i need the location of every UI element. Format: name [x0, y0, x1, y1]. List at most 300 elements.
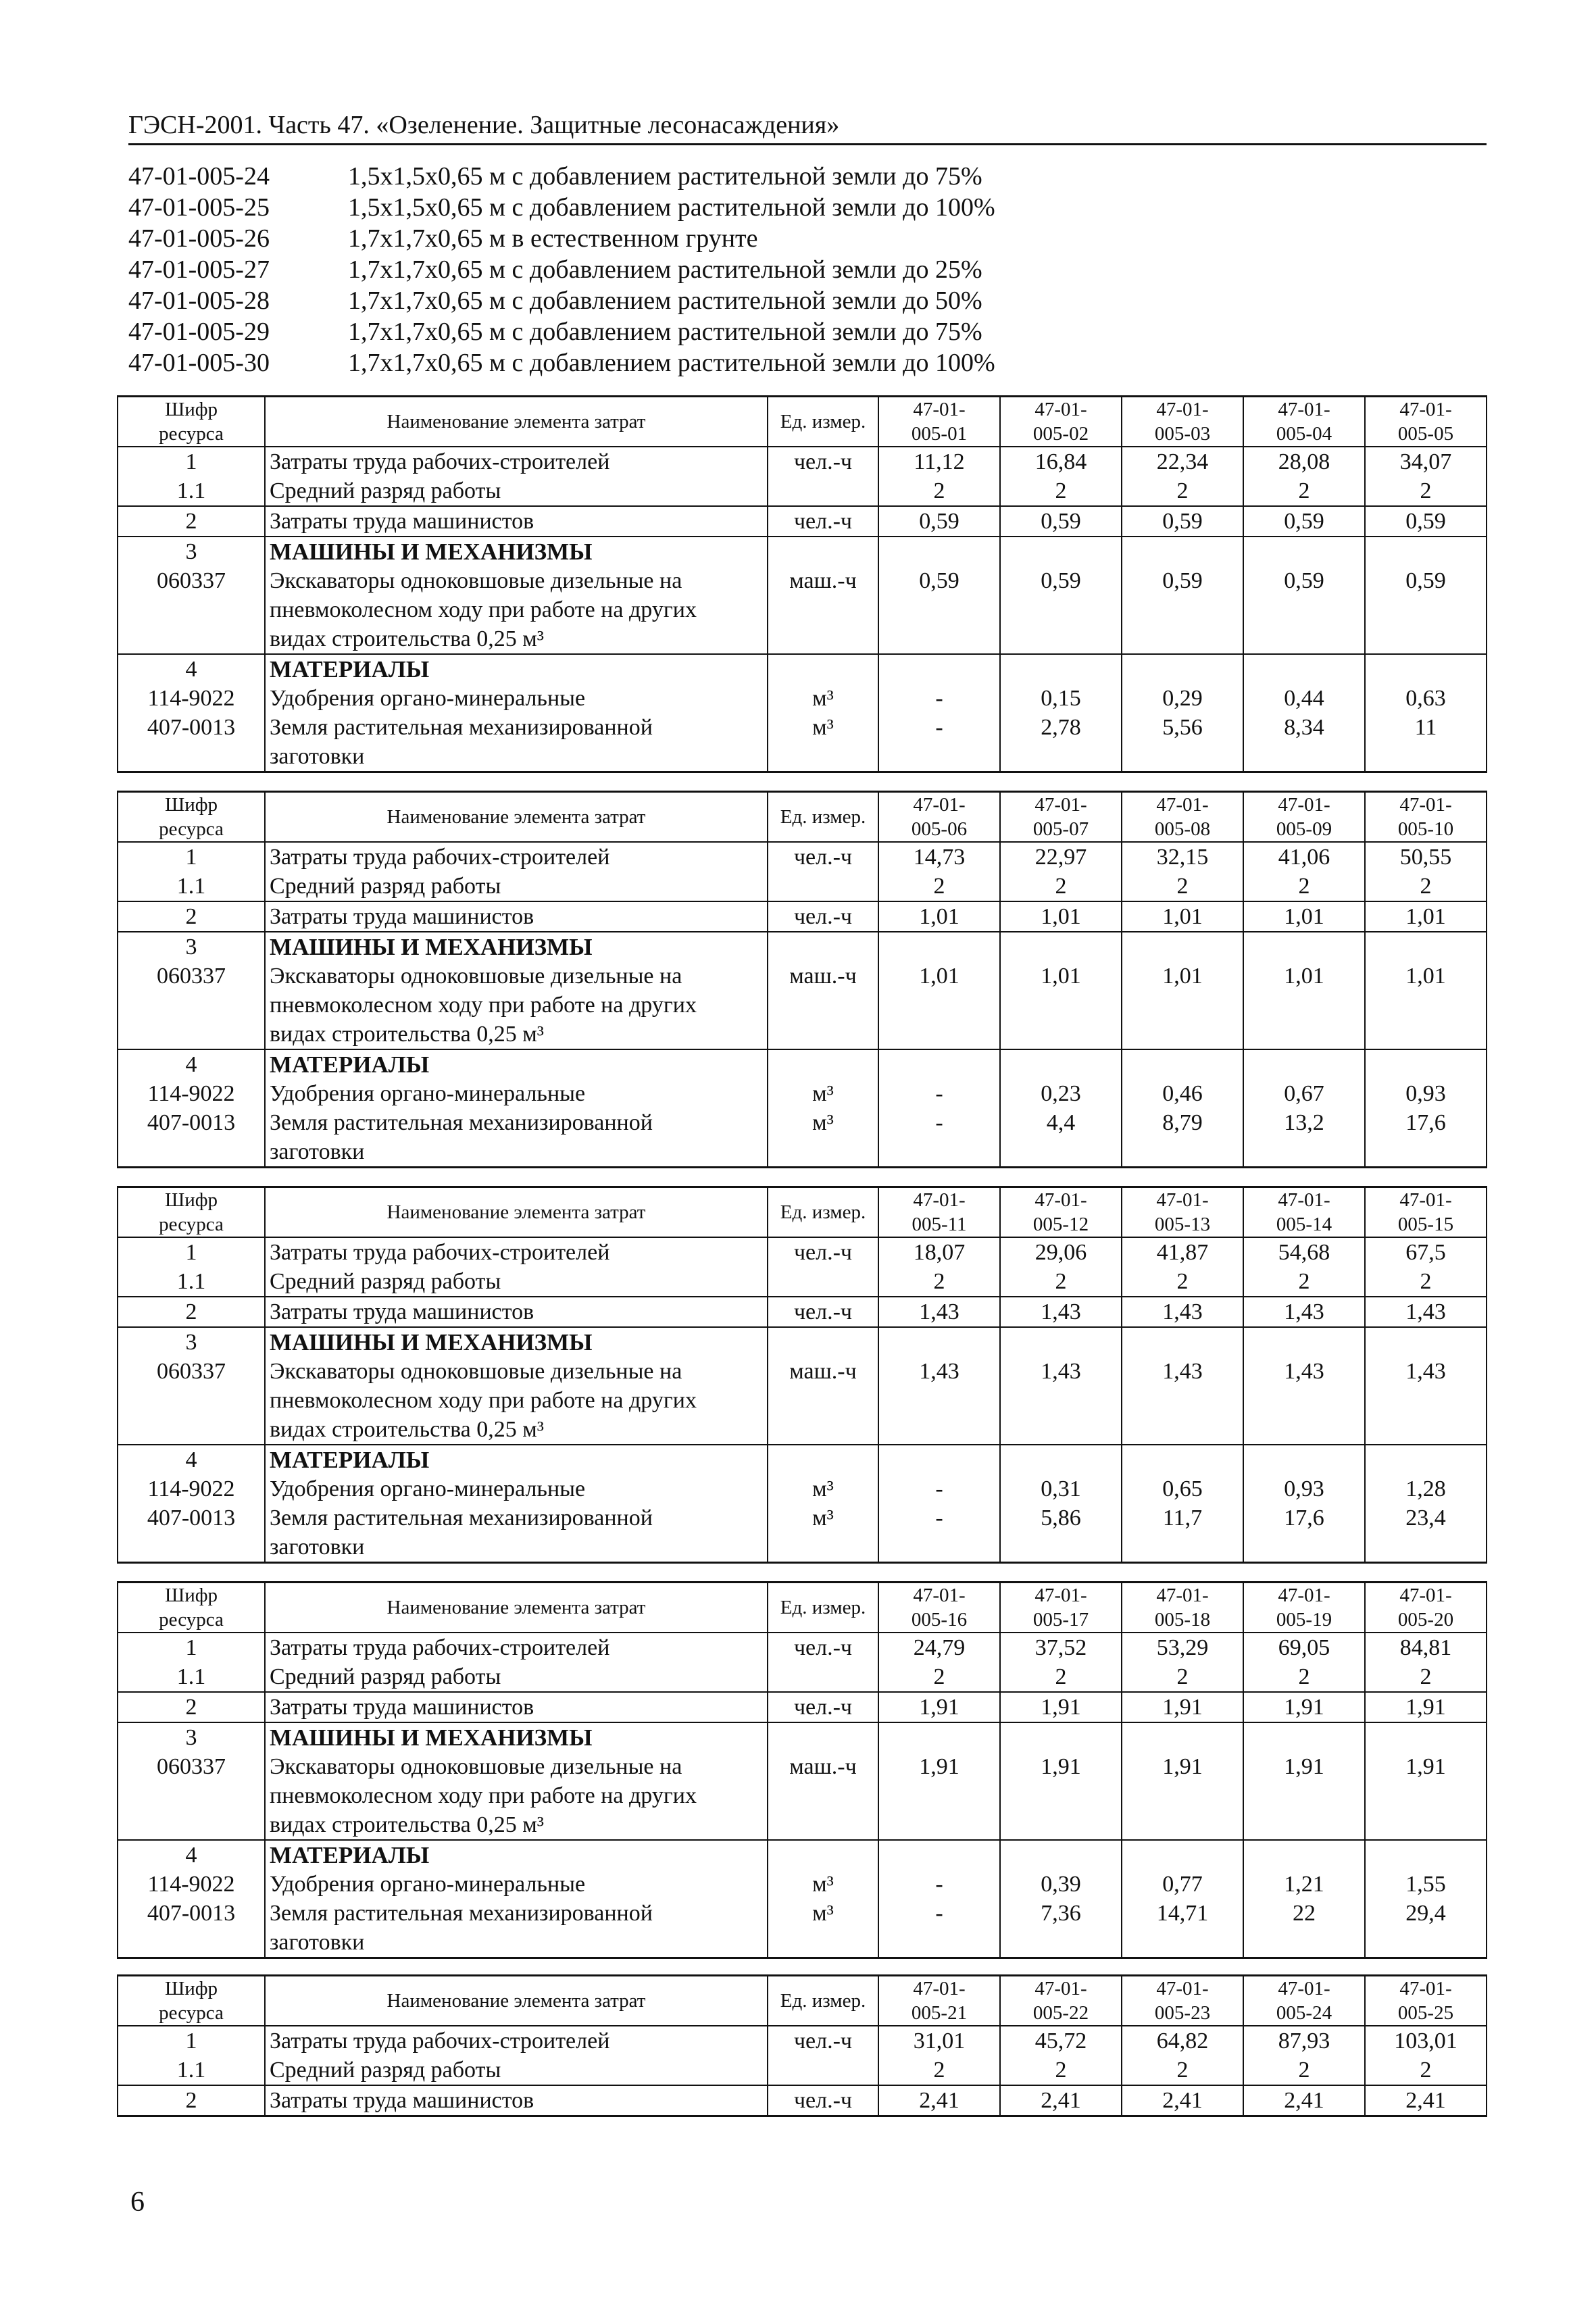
unit-header: Ед. измер. [768, 1187, 878, 1238]
norm-value [1000, 1840, 1122, 1870]
norm-value: 0,77 [1122, 1870, 1243, 1899]
norm-value [878, 1049, 1000, 1079]
norm-code-line: 47-01- [913, 1189, 966, 1211]
norm-value: 22,97 [1000, 842, 1122, 872]
norm-value: 13,2 [1243, 1108, 1365, 1137]
code-number: 47-01-005-24 [128, 162, 270, 191]
table-row [118, 506, 1487, 537]
norm-code-line: 005-16 [911, 1609, 968, 1631]
table-header-row [118, 792, 1487, 843]
resource-code: 1 [118, 842, 265, 872]
unit [768, 932, 878, 962]
unit-header: Ед. измер. [768, 397, 878, 447]
norm-value: 29,06 [1000, 1237, 1122, 1267]
resource-norm-table [117, 1581, 1487, 1959]
unit: м³ [768, 1899, 878, 1928]
norm-code-line: 47-01- [1278, 794, 1330, 816]
norm-value: - [878, 1474, 1000, 1503]
resource-code-header [118, 397, 265, 447]
table-row [118, 1899, 1487, 1928]
cost-element-name: видах строительства 0,25 м³ [265, 1020, 768, 1049]
resource-code: 2 [118, 2085, 265, 2116]
norm-value [1243, 1415, 1365, 1445]
norm-value [1122, 742, 1243, 772]
norm-value: 2 [1365, 2056, 1487, 2085]
norm-value [1000, 1781, 1122, 1810]
norm-value [1000, 1533, 1122, 1563]
table-row [118, 1267, 1487, 1297]
unit [768, 991, 878, 1020]
norm-code-line: 47-01- [1399, 794, 1452, 816]
norm-value [1122, 595, 1243, 624]
code-description: 1,7x1,7x0,65 м с добавлением растительной земли до 50% [348, 287, 982, 315]
norm-value [1122, 537, 1243, 566]
norm-value: 7,36 [1000, 1899, 1122, 1928]
norm-value: 1,01 [1000, 962, 1122, 991]
cost-element-name: Земля растительная механизированной [265, 1503, 768, 1533]
code-number: 47-01-005-28 [128, 287, 270, 315]
norm-value [1365, 1840, 1487, 1870]
norm-value: 1,01 [878, 901, 1000, 932]
resource-code: 1.1 [118, 2056, 265, 2085]
norm-code-header [1365, 1976, 1487, 2026]
cost-element-name: Удобрения органо-минеральные [265, 684, 768, 713]
table-row [118, 1692, 1487, 1722]
code-number: 47-01-005-27 [128, 255, 270, 284]
cost-element-name: Затраты труда машинистов [265, 901, 768, 932]
norm-value: 2 [1243, 872, 1365, 901]
table-row [118, 1870, 1487, 1899]
norm-value: 1,91 [1000, 1692, 1122, 1722]
table-row [118, 842, 1487, 872]
norm-value [1000, 1020, 1122, 1049]
norm-value [1122, 1049, 1243, 1079]
cost-element-name: Средний разряд работы [265, 2056, 768, 2085]
norm-code-line: 47-01- [1156, 1978, 1209, 1999]
norm-value: 2,41 [1000, 2085, 1122, 2116]
norm-code-line: 47-01- [1399, 1978, 1452, 1999]
norm-value: 18,07 [878, 1237, 1000, 1267]
resource-code-header [118, 1187, 265, 1238]
norm-value: 2 [1365, 476, 1487, 506]
code-list-item [128, 347, 1480, 378]
unit: чел.-ч [768, 1633, 878, 1662]
unit [768, 1267, 878, 1297]
norm-value [1243, 1722, 1365, 1752]
norm-value [1122, 1928, 1243, 1958]
resource-code: 060337 [118, 566, 265, 595]
norm-value [1122, 1386, 1243, 1415]
norm-value [1365, 595, 1487, 624]
code-list-item [128, 285, 1480, 316]
norm-value: - [878, 1108, 1000, 1137]
norm-value: 2 [1122, 1267, 1243, 1297]
norm-value: 67,5 [1365, 1237, 1487, 1267]
table-row [118, 872, 1487, 901]
norm-value: 2 [1000, 1267, 1122, 1297]
table-row [118, 962, 1487, 991]
norm-value: 1,01 [1365, 962, 1487, 991]
norm-code-line: 005-02 [1032, 423, 1089, 445]
cost-element-name: Средний разряд работы [265, 1662, 768, 1692]
table-row [118, 595, 1487, 624]
unit [768, 2056, 878, 2085]
norm-value: 1,91 [1122, 1752, 1243, 1781]
resource-code: 2 [118, 1297, 265, 1327]
norm-value [1365, 1810, 1487, 1840]
table-row [118, 1297, 1487, 1327]
norm-value: 0,65 [1122, 1474, 1243, 1503]
norm-value: 1,43 [1365, 1357, 1487, 1386]
norm-value [1243, 1781, 1365, 1810]
table-row [118, 654, 1487, 684]
resource-code: 2 [118, 901, 265, 932]
norm-value [1000, 1327, 1122, 1357]
norm-value: 50,55 [1365, 842, 1487, 872]
norm-code-header [1365, 397, 1487, 447]
cost-element-name: Средний разряд работы [265, 476, 768, 506]
norm-value: 1,91 [1365, 1752, 1487, 1781]
norm-value: 0,93 [1365, 1079, 1487, 1108]
norm-code-line: 005-24 [1276, 2002, 1332, 2024]
resource-code: 1.1 [118, 1662, 265, 1692]
norm-value [1122, 1533, 1243, 1563]
code-list-item [128, 161, 1480, 192]
unit: чел.-ч [768, 447, 878, 476]
norm-code-header [1122, 792, 1243, 843]
resource-code [118, 991, 265, 1020]
cost-element-name: заготовки [265, 1137, 768, 1168]
cost-element-name: пневмоколесном ходу при работе на других [265, 595, 768, 624]
norm-value: 2,78 [1000, 713, 1122, 742]
norm-value: 1,43 [878, 1297, 1000, 1327]
norm-value [1122, 1327, 1243, 1357]
norm-code-line: 005-06 [911, 818, 968, 840]
norm-value [1365, 1415, 1487, 1445]
resource-code [118, 1415, 265, 1445]
norm-code-line: 005-03 [1154, 423, 1211, 445]
table-row [118, 901, 1487, 932]
page-number: 6 [130, 2187, 145, 2218]
norm-value: - [878, 713, 1000, 742]
unit [768, 476, 878, 506]
unit [768, 1415, 878, 1445]
norm-value: 2 [1122, 872, 1243, 901]
norm-code-line: 47-01- [913, 1585, 966, 1606]
unit: м³ [768, 1503, 878, 1533]
norm-value: 1,01 [1243, 962, 1365, 991]
unit: чел.-ч [768, 842, 878, 872]
table-row [118, 2085, 1487, 2116]
resource-header-line: ресурса [159, 2002, 224, 2024]
resource-code [118, 1386, 265, 1415]
table-header-row [118, 1976, 1487, 2026]
code-description: 1,7x1,7x0,65 м с добавлением растительной земли до 75% [348, 318, 982, 346]
cost-element-name: пневмоколесном ходу при работе на других [265, 1386, 768, 1415]
norm-value [1365, 1020, 1487, 1049]
unit [768, 1327, 878, 1357]
unit: маш.-ч [768, 566, 878, 595]
cost-element-name: Затраты труда машинистов [265, 2085, 768, 2116]
norm-code-line: 005-25 [1397, 2002, 1454, 2024]
resource-code-header [118, 792, 265, 843]
norm-value: 2 [1122, 476, 1243, 506]
norm-code-line: 005-12 [1032, 1214, 1089, 1235]
norm-code-header [1000, 397, 1122, 447]
norm-value: 5,56 [1122, 713, 1243, 742]
norm-code-line: 005-07 [1032, 818, 1089, 840]
unit: м³ [768, 1474, 878, 1503]
norm-value: 2 [1122, 1662, 1243, 1692]
norm-value [1365, 1781, 1487, 1810]
unit [768, 1445, 878, 1474]
norm-value: 1,01 [1243, 901, 1365, 932]
norm-value: 84,81 [1365, 1633, 1487, 1662]
norm-code-header [1365, 792, 1487, 843]
norm-value: 64,82 [1122, 2026, 1243, 2056]
resource-code [118, 1137, 265, 1168]
norm-value: 34,07 [1365, 447, 1487, 476]
cost-element-name: МАШИНЫ И МЕХАНИЗМЫ [265, 1722, 768, 1752]
norm-value [1122, 1415, 1243, 1445]
norm-code-line: 47-01- [913, 1978, 966, 1999]
norm-code-line: 47-01- [1278, 1189, 1330, 1211]
norm-value: 14,71 [1122, 1899, 1243, 1928]
norm-value: 1,28 [1365, 1474, 1487, 1503]
norm-value [1243, 1533, 1365, 1563]
table-row [118, 1327, 1487, 1357]
norm-value [878, 595, 1000, 624]
resource-code: 407-0013 [118, 1503, 265, 1533]
norm-value: 0,23 [1000, 1079, 1122, 1108]
norm-value: - [878, 1899, 1000, 1928]
code-list-item [128, 316, 1480, 347]
norm-code-line: 005-23 [1154, 2002, 1211, 2024]
table-row [118, 742, 1487, 772]
cost-element-name: Экскаваторы одноковшовые дизельные на [265, 962, 768, 991]
norm-value [1122, 1840, 1243, 1870]
norm-value: 0,59 [878, 506, 1000, 537]
table-row [118, 1108, 1487, 1137]
norm-value [1000, 1386, 1122, 1415]
norm-code-line: 005-22 [1032, 2002, 1089, 2024]
cost-element-name: Затраты труда машинистов [265, 506, 768, 537]
resource-header-line: Шифр [164, 794, 218, 816]
norm-value: 28,08 [1243, 447, 1365, 476]
resource-code: 3 [118, 1722, 265, 1752]
norm-value: 0,15 [1000, 684, 1122, 713]
norm-value [1243, 991, 1365, 1020]
table-row [118, 1237, 1487, 1267]
norm-code-line: 005-14 [1276, 1214, 1332, 1235]
norm-value [1122, 1810, 1243, 1840]
unit [768, 1810, 878, 1840]
unit [768, 1840, 878, 1870]
norm-value: 2 [1365, 1662, 1487, 1692]
norm-value [1243, 595, 1365, 624]
norm-code-line: 47-01- [1399, 1585, 1452, 1606]
resource-code: 114-9022 [118, 1474, 265, 1503]
norm-value [878, 1840, 1000, 1870]
unit: чел.-ч [768, 901, 878, 932]
resource-code: 060337 [118, 1357, 265, 1386]
norm-value: 1,43 [1365, 1297, 1487, 1327]
norm-code-line: 47-01- [1034, 1585, 1087, 1606]
norm-value: - [878, 1503, 1000, 1533]
norm-value [878, 1928, 1000, 1958]
resource-code [118, 624, 265, 654]
norm-value: - [878, 684, 1000, 713]
table-row [118, 713, 1487, 742]
norm-code-header [878, 1976, 1000, 2026]
table-row [118, 1503, 1487, 1533]
cost-element-name: МАТЕРИАЛЫ [265, 1445, 768, 1474]
unit [768, 1662, 878, 1692]
page-header: ГЭСН-2001. Часть 47. «Озеленение. Защитные лесонасаждения» [128, 108, 1487, 145]
cost-element-header: Наименование элемента затрат [265, 1976, 768, 2026]
norm-value: 54,68 [1243, 1237, 1365, 1267]
norm-code-line: 005-09 [1276, 818, 1332, 840]
table-row [118, 1386, 1487, 1415]
table-header-row [118, 1187, 1487, 1238]
cost-element-name: Затраты труда рабочих-строителей [265, 1237, 768, 1267]
unit [768, 872, 878, 901]
unit [768, 624, 878, 654]
norm-value: 87,93 [1243, 2026, 1365, 2056]
cost-element-header: Наименование элемента затрат [265, 792, 768, 843]
norm-value [1243, 654, 1365, 684]
norm-value [878, 624, 1000, 654]
norm-value [1365, 1445, 1487, 1474]
norm-value [1365, 1533, 1487, 1563]
norm-code-line: 005-08 [1154, 818, 1211, 840]
norm-value [1000, 1415, 1122, 1445]
norm-value: 0,46 [1122, 1079, 1243, 1108]
norm-value [1243, 1445, 1365, 1474]
norm-value: 1,91 [1122, 1692, 1243, 1722]
unit [768, 1533, 878, 1563]
norm-value [878, 654, 1000, 684]
norm-value [1365, 1137, 1487, 1168]
cost-element-name: Экскаваторы одноковшовые дизельные на [265, 1357, 768, 1386]
resource-header-line: Шифр [164, 1978, 218, 1999]
table-row [118, 1474, 1487, 1503]
norm-value [1365, 624, 1487, 654]
cost-element-name: МАШИНЫ И МЕХАНИЗМЫ [265, 537, 768, 566]
norm-value: 31,01 [878, 2026, 1000, 2056]
norm-code-header [1243, 1583, 1365, 1633]
table-row [118, 1722, 1487, 1752]
norm-code-header [1122, 1187, 1243, 1238]
unit: м³ [768, 1079, 878, 1108]
norm-value: 2 [1000, 476, 1122, 506]
norm-value [1122, 654, 1243, 684]
resource-code: 1 [118, 2026, 265, 2056]
table-row [118, 1079, 1487, 1108]
norm-code-header [1243, 792, 1365, 843]
code-number: 47-01-005-30 [128, 349, 270, 377]
norm-value: 0,59 [1000, 566, 1122, 595]
norm-value: 1,91 [1243, 1692, 1365, 1722]
norm-code-header [1122, 397, 1243, 447]
norm-value: 1,01 [1365, 901, 1487, 932]
resource-code: 407-0013 [118, 713, 265, 742]
unit [768, 537, 878, 566]
cost-element-name: Экскаваторы одноковшовые дизельные на [265, 1752, 768, 1781]
norm-value [878, 742, 1000, 772]
norm-value: 0,93 [1243, 1474, 1365, 1503]
cost-element-name: пневмоколесном ходу при работе на других [265, 1781, 768, 1810]
unit: чел.-ч [768, 1237, 878, 1267]
table-row [118, 1049, 1487, 1079]
norm-value [1243, 1327, 1365, 1357]
norm-value: 8,79 [1122, 1108, 1243, 1137]
norm-code-line: 47-01- [1278, 399, 1330, 420]
norm-value [1122, 1781, 1243, 1810]
cost-element-header: Наименование элемента затрат [265, 1187, 768, 1238]
norm-code-line: 47-01- [1399, 399, 1452, 420]
norm-value: 0,59 [878, 566, 1000, 595]
norm-value [1243, 1386, 1365, 1415]
table-row [118, 1445, 1487, 1474]
norm-value [1000, 654, 1122, 684]
norm-value [1000, 1445, 1122, 1474]
norm-code-line: 005-15 [1397, 1214, 1454, 1235]
resource-norm-table [117, 395, 1487, 773]
norm-value [1365, 1049, 1487, 1079]
norm-code-line: 47-01- [1399, 1189, 1452, 1211]
norm-value [1122, 624, 1243, 654]
unit-header: Ед. измер. [768, 792, 878, 843]
norm-code-line: 47-01- [1278, 1978, 1330, 1999]
norm-value: - [878, 1079, 1000, 1108]
norm-code-line: 005-13 [1154, 1214, 1211, 1235]
norm-code-line: 005-05 [1397, 423, 1454, 445]
resource-code: 4 [118, 1049, 265, 1079]
norm-value: 1,91 [878, 1692, 1000, 1722]
norm-value [1000, 1049, 1122, 1079]
norm-value: 2 [1243, 2056, 1365, 2085]
norm-code-header [1000, 1976, 1122, 2026]
norm-code-header [1365, 1583, 1487, 1633]
norm-value: 2 [1122, 2056, 1243, 2085]
cost-element-name: заготовки [265, 1928, 768, 1958]
unit: чел.-ч [768, 2085, 878, 2116]
unit-header: Ед. измер. [768, 1583, 878, 1633]
norm-value: 0,44 [1243, 684, 1365, 713]
resource-code: 3 [118, 537, 265, 566]
norm-value: 22,34 [1122, 447, 1243, 476]
norm-value: 41,06 [1243, 842, 1365, 872]
norm-value: 11 [1365, 713, 1487, 742]
cost-element-name: Затраты труда машинистов [265, 1692, 768, 1722]
norm-value: 11,7 [1122, 1503, 1243, 1533]
resource-code: 060337 [118, 1752, 265, 1781]
resource-code: 407-0013 [118, 1899, 265, 1928]
norm-value: 2 [878, 2056, 1000, 2085]
code-number: 47-01-005-29 [128, 318, 270, 346]
norm-code-header [1365, 1187, 1487, 1238]
unit: маш.-ч [768, 1357, 878, 1386]
norm-value: 2 [878, 476, 1000, 506]
resource-code: 3 [118, 932, 265, 962]
norm-value [1365, 1327, 1487, 1357]
norm-value [1122, 932, 1243, 962]
table-row [118, 624, 1487, 654]
norm-code-line: 47-01- [1034, 1978, 1087, 1999]
norm-value: 69,05 [1243, 1633, 1365, 1662]
norm-value: 29,4 [1365, 1899, 1487, 1928]
